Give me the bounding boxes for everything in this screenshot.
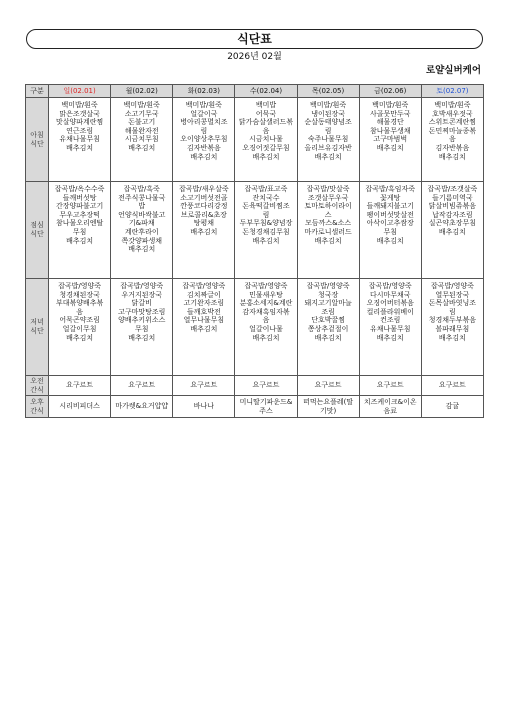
menu-item: 기&파채	[128, 219, 155, 228]
menu-item: 조림	[321, 307, 335, 316]
menu-item: 배추김치	[438, 152, 466, 161]
menu-item: 배추김치	[438, 227, 466, 236]
menu-item: 음	[262, 126, 270, 135]
menu-cell	[235, 376, 297, 396]
menu-item: 무침	[383, 227, 397, 236]
meal-row-afternoon-snack	[26, 396, 484, 418]
menu-cell	[49, 279, 111, 376]
menu-item: 바나나	[193, 402, 214, 411]
menu-item: 돼지고기알마늘	[304, 299, 352, 308]
menu-item: 단호박꿀찜	[311, 316, 346, 325]
menu-item: 들깨버섯탕	[62, 193, 97, 202]
menu-item: 닭살비빔쥬볶음	[428, 202, 477, 211]
menu-item: 꽃게탕	[380, 193, 401, 202]
menu-item: 얼갈이나물	[249, 324, 283, 333]
menu-item: 시금치무침	[124, 135, 159, 144]
menu-item: 배추김치	[190, 227, 218, 236]
day-header-tue: 화(02.03)	[173, 85, 235, 98]
menu-item: 해물완자전	[124, 126, 159, 135]
menu-item: 마카로니샐러드	[304, 227, 352, 236]
menu-cell	[359, 98, 421, 182]
menu-item: 배추김치	[438, 333, 466, 342]
menu-item: 청경채두부볶음	[428, 316, 477, 325]
menu-item: 냉이된장국	[311, 109, 346, 118]
row-label-lunch	[26, 182, 49, 279]
menu-item: 아삭이고추쌈장	[366, 219, 414, 228]
menu-item: 닭갈비	[131, 299, 152, 308]
menu-item: 참나물오리엔탈	[55, 219, 104, 228]
menu-item: 호박새우젓국	[432, 109, 473, 118]
menu-item: 배추김치	[128, 245, 156, 254]
menu-item: 들깨호박전	[186, 307, 221, 316]
menu-item: 어묵국	[255, 109, 277, 118]
menu-item: 배추김치	[190, 324, 218, 333]
menu-item: 김치짜글이	[186, 290, 221, 299]
menu-item: 오징어젓갈무침	[242, 143, 290, 152]
menu-item: 잡곡밥/옥수수죽	[54, 185, 105, 193]
menu-item: 음	[449, 135, 456, 144]
menu-cell	[297, 182, 359, 279]
menu-item: 조갯살무우국	[307, 193, 349, 202]
menu-item: 팽이버섯맛살전	[366, 210, 414, 219]
menu-item: 배추김치	[252, 333, 280, 342]
menu-item: 배추김치	[128, 143, 156, 152]
menu-item: 고구마맛탕조림	[118, 307, 166, 316]
row-label-line: 식단	[30, 327, 44, 335]
row-label-line: 간식	[30, 406, 44, 415]
menu-item: 잡곡밥/영양죽	[120, 282, 164, 290]
menu-item: 요구르트	[376, 381, 404, 390]
menu-item: 음료	[383, 406, 397, 415]
menu-item: 감자채흑임자볶	[242, 307, 290, 316]
menu-item: 잡곡밥/흑죽	[123, 185, 160, 193]
menu-item: 잡곡밥/영양죽	[182, 282, 226, 290]
menu-item: 백미밥/흰죽	[372, 101, 409, 109]
menu-item: 언양식바싹불고	[118, 210, 166, 219]
menu-item: 요구르트	[66, 381, 94, 390]
row-label-line: 식단	[30, 230, 44, 238]
menu-item: 얼갈이무침	[62, 324, 97, 333]
menu-item: 민물새우탕	[249, 290, 283, 299]
menu-item: 무침	[134, 324, 149, 333]
menu-item: 쪽갓양파생채	[121, 236, 163, 245]
row-label-line: 오후	[30, 397, 44, 406]
header-row	[26, 85, 484, 98]
menu-item: 백미밥/흰죽	[310, 101, 347, 109]
menu-item: 청경채된장국	[59, 290, 100, 299]
menu-cell	[421, 182, 483, 279]
menu-item: 얼갈이국	[190, 109, 218, 118]
menu-item: 시금치나물	[249, 135, 283, 144]
menu-item: 열무된장국	[435, 290, 470, 299]
menu-item: 요구르트	[190, 381, 218, 390]
menu-cell	[421, 98, 483, 182]
day-header-wed: 수(02.04)	[235, 85, 297, 98]
menu-cell	[421, 279, 483, 376]
menu-item: 배추김치	[314, 333, 342, 342]
menu-item: 스위트콘계란찜	[428, 118, 477, 127]
menu-cell	[49, 182, 111, 279]
row-label-line: 간식	[30, 385, 44, 394]
day-header-thu: 목(02.05)	[297, 85, 359, 98]
menu-item: 돈육떡갈비찜조	[242, 202, 290, 211]
menu-item: 모듬까스&소스	[305, 219, 352, 228]
menu-cell	[173, 376, 235, 396]
menu-item: 배추김치	[314, 236, 342, 245]
menu-item: 잡곡밥/영양죽	[244, 282, 288, 290]
row-label-afternoon-snack	[26, 396, 49, 418]
menu-item: 맑은조갯살국	[59, 109, 100, 118]
menu-cell	[359, 182, 421, 279]
menu-cell	[111, 396, 173, 418]
row-label-line: 아침	[30, 130, 44, 139]
menu-item: 열무나물무침	[183, 316, 225, 325]
menu-item: 주스	[259, 406, 273, 415]
menu-item: 우거지된장국	[121, 290, 163, 299]
menu-item: 계란후라이	[124, 227, 159, 236]
page-title: 식단표	[26, 29, 483, 49]
menu-cell	[421, 396, 483, 418]
menu-cell	[359, 376, 421, 396]
menu-item: 백미밥/흰죽	[434, 101, 471, 109]
menu-item: 김자반볶음	[186, 143, 221, 152]
menu-cell	[235, 98, 297, 182]
menu-item: 브로콜리&초장	[180, 210, 227, 219]
menu-item: 두부무침&양념장	[239, 219, 293, 228]
menu-item: 백미밥/흰죽	[123, 101, 160, 109]
meal-row-morning-snack	[26, 376, 484, 396]
menu-item: 무우고추장떡	[59, 210, 100, 219]
menu-item: 연근조림	[66, 126, 94, 135]
menu-item: 백미밥/흰죽	[61, 101, 98, 109]
menu-item: 컨조림	[380, 316, 401, 325]
menu-item: 백미밥/흰죽	[185, 101, 222, 109]
menu-item: 배추김치	[376, 143, 404, 152]
menu-cell	[297, 376, 359, 396]
menu-item: 올리브유김자반	[304, 143, 352, 152]
menu-cell	[49, 98, 111, 182]
menu-item: 밥	[138, 202, 146, 211]
menu-item: 음	[76, 307, 83, 316]
menu-item: 실곤약초장무침	[428, 219, 477, 228]
menu-cell	[111, 376, 173, 396]
row-label-dinner	[26, 279, 49, 376]
menu-cell	[235, 396, 297, 418]
menu-item: 분홍소세지&계란	[239, 299, 293, 308]
menu-cell	[111, 279, 173, 376]
row-label-breakfast	[26, 98, 49, 182]
menu-item: 사골뭇만두국	[369, 109, 411, 118]
menu-item: 백미밥	[255, 101, 277, 109]
menu-item: 김자반볶음	[435, 143, 470, 152]
menu-cell	[297, 98, 359, 182]
meal-row-lunch	[26, 182, 484, 279]
menu-item: 배추김치	[252, 236, 280, 245]
meal-row-breakfast	[26, 98, 484, 182]
menu-cell	[111, 98, 173, 182]
menu-item: 볼파래무침	[435, 324, 470, 333]
menu-cell	[421, 376, 483, 396]
day-header-fri: 금(02.06)	[359, 85, 421, 98]
menu-month: 2026년 02월	[227, 52, 282, 62]
menu-item: 요구르트	[128, 381, 156, 390]
menu-cell	[297, 279, 359, 376]
menu-item: 돈불고기	[128, 118, 156, 127]
menu-item: 감귤	[445, 402, 460, 411]
menu-item: 병아리콩멸치조	[180, 118, 228, 127]
day-header-sun: 일(02.01)	[49, 85, 111, 98]
menu-item: 배추김치	[66, 333, 94, 342]
menu-item: 배추김치	[66, 143, 94, 152]
menu-item: 배추김치	[252, 152, 280, 161]
menu-item: 잡곡밥/조갯살죽	[427, 185, 478, 193]
menu-item: 들기름미역국	[432, 193, 473, 202]
menu-item: 잔치국수	[252, 193, 280, 202]
menu-item: 림	[262, 210, 270, 219]
menu-item: 떠먹는요플레(딸	[303, 397, 354, 406]
menu-item: 무침	[72, 227, 87, 236]
menu-item: 마가렛&요거얍얍	[115, 402, 169, 411]
menu-item: 컬리플라워베이	[366, 307, 414, 316]
menu-item: 스	[324, 210, 332, 219]
menu-item: 시리비피더스	[59, 402, 100, 411]
menu-item: 고기완자조림	[183, 299, 225, 308]
menu-item: 간장양파불고기	[55, 202, 104, 211]
menu-item: 배추김치	[190, 152, 218, 161]
menu-item: 배추김치	[66, 236, 94, 245]
menu-item: 양배추키위소스	[118, 316, 166, 325]
menu-item: 림	[324, 126, 332, 135]
menu-cell	[49, 396, 111, 418]
menu-item: 다시마무채국	[369, 290, 411, 299]
menu-item: 돈민찌마늘종볶	[428, 126, 477, 135]
menu-item: 배추김치	[376, 333, 404, 342]
menu-item: 잡곡밥/표고죽	[244, 185, 288, 193]
menu-item: 쫑상추겉절이	[307, 324, 349, 333]
menu-item: 닭가슴살샐러드볶	[238, 118, 294, 127]
menu-item: 배추김치	[128, 333, 156, 342]
day-header-sat: 토(02.07)	[421, 85, 483, 98]
menu-item: 소고기무국	[124, 109, 159, 118]
menu-item: 미니딸기파운드&	[239, 397, 293, 406]
menu-item: 배추김치	[376, 236, 404, 245]
menu-item: 맛살양파계란찜	[55, 118, 104, 127]
menu-item: 숙주나물무침	[307, 135, 349, 144]
menu-item: 오이양상추무침	[180, 135, 228, 144]
row-label-line: 식단	[30, 139, 44, 148]
menu-item: 깐풍코다리강정	[180, 202, 228, 211]
menu-item: 림	[200, 126, 208, 135]
row-label-line: 저녁	[30, 318, 44, 327]
menu-item: 오징어버터볶음	[366, 299, 414, 308]
menu-item: 부대볶양배추볶	[55, 299, 104, 308]
brand-name: 로얄실버케어	[425, 65, 481, 76]
menu-item: 납작감자조림	[432, 210, 473, 219]
menu-cell	[173, 396, 235, 418]
menu-item: 잡곡밥/영양죽	[430, 282, 474, 290]
menu-item: 전주식콩나물국	[118, 193, 166, 202]
menu-item: 치즈케이크&이온	[363, 397, 417, 406]
menu-cell	[173, 98, 235, 182]
menu-item: 탕평채	[193, 219, 214, 228]
menu-cell	[173, 182, 235, 279]
day-header-mon: 월(02.02)	[111, 85, 173, 98]
menu-item: 고구마범벅	[373, 135, 408, 144]
row-label-line: 점심	[30, 221, 44, 230]
menu-item: 유채나물무침	[59, 135, 100, 144]
menu-item: 해물경단	[376, 118, 404, 127]
menu-item: 음	[262, 316, 270, 325]
meal-menu-table	[25, 84, 484, 418]
menu-item: 기맛)	[319, 406, 337, 415]
menu-cell	[235, 182, 297, 279]
menu-cell	[359, 396, 421, 418]
menu-item: 돈목살바엿닝조	[428, 299, 477, 308]
menu-item: 림	[449, 307, 456, 316]
menu-item: 순살동태양념조	[304, 118, 352, 127]
menu-cell	[359, 279, 421, 376]
menu-cell	[111, 182, 173, 279]
menu-item: 소고기버섯전골	[180, 193, 228, 202]
menu-item: 참나물무생채	[369, 126, 411, 135]
menu-item: 배추김치	[314, 152, 342, 161]
row-label-line: 오전	[30, 376, 44, 385]
corner-header: 구분	[26, 85, 49, 98]
menu-item: 잡곡밥/영양죽	[306, 282, 350, 290]
menu-item: 요구르트	[438, 381, 466, 390]
row-label-morning-snack	[26, 376, 49, 396]
menu-item: 어묵곤약조림	[59, 316, 100, 325]
menu-cell	[49, 376, 111, 396]
menu-item: 잡곡밥/흑임자죽	[365, 185, 416, 193]
menu-item: 잡곡밥/맛살죽	[306, 185, 350, 193]
menu-item: 돈청경채김무침	[242, 227, 290, 236]
menu-item: 요구르트	[314, 381, 342, 390]
menu-item: 유채나물무침	[369, 324, 411, 333]
menu-item: 요구르트	[252, 381, 280, 390]
menu-cell	[235, 279, 297, 376]
menu-cell	[173, 279, 235, 376]
menu-cell	[297, 396, 359, 418]
menu-item: 잡곡밥/영양죽	[368, 282, 412, 290]
meal-row-dinner	[26, 279, 484, 376]
menu-item: 잡곡밥/영양죽	[58, 282, 102, 290]
menu-item: 들깨돼지불고기	[366, 202, 414, 211]
menu-item: 토마토하이라이	[304, 202, 352, 211]
menu-item: 잡곡밥/새우살죽	[179, 185, 229, 193]
menu-item: 청국장	[317, 290, 339, 299]
